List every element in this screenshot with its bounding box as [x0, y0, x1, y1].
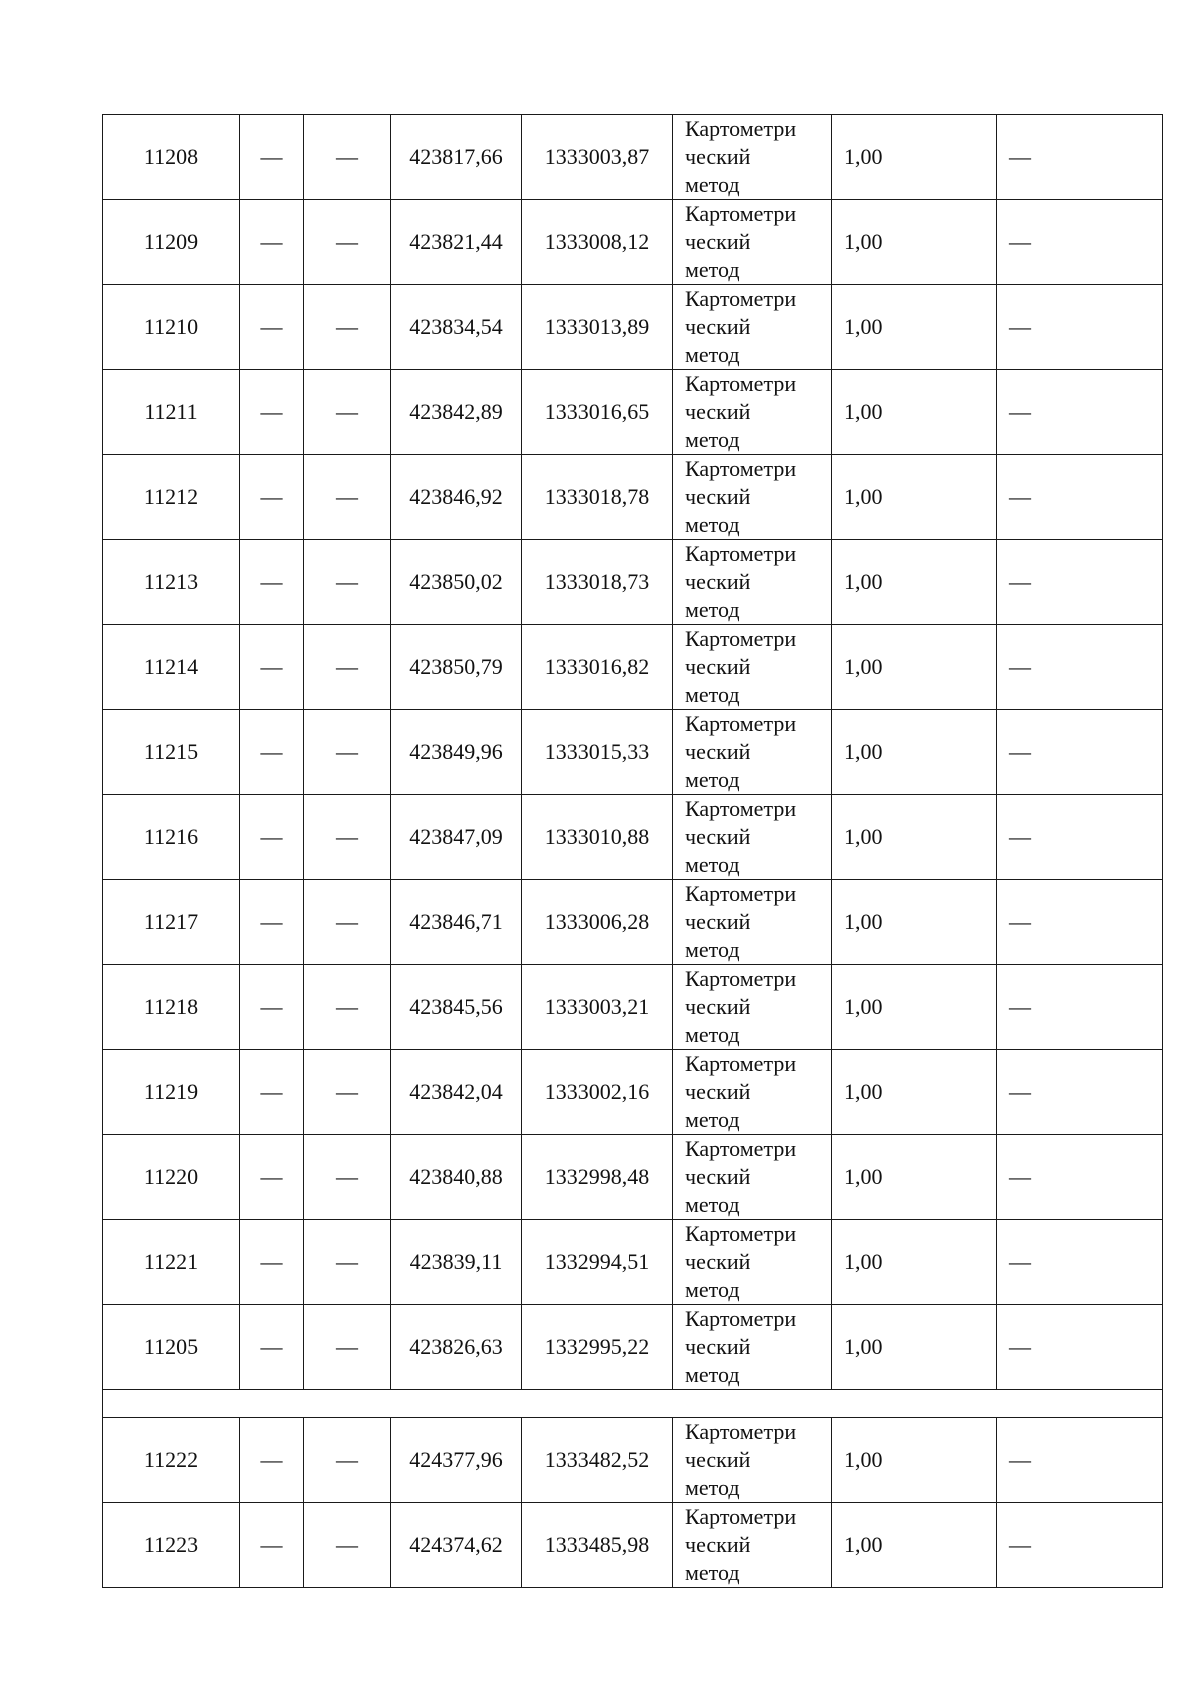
empty-dash-cell: —	[304, 1220, 391, 1305]
empty-dash-cell: —	[240, 1050, 304, 1135]
description-cell: —	[997, 880, 1163, 965]
method-cell	[673, 1305, 832, 1390]
method-line: Картометри	[685, 1504, 797, 1529]
point-number-cell: 11216	[103, 795, 240, 880]
coordinate-x-cell: 423834,54	[391, 285, 522, 370]
coordinate-x-cell: 423846,92	[391, 455, 522, 540]
separator-cell	[103, 1390, 1163, 1418]
coordinate-y-cell: 1333482,52	[522, 1418, 673, 1503]
method-line: метод	[685, 937, 740, 962]
empty-dash-cell: —	[240, 455, 304, 540]
empty-dash-cell: —	[304, 115, 391, 200]
empty-dash-cell: —	[240, 540, 304, 625]
empty-dash-cell: —	[240, 200, 304, 285]
method-line: ческий	[685, 1532, 751, 1557]
coordinate-x-cell: 423840,88	[391, 1135, 522, 1220]
method-cell	[673, 710, 832, 795]
coordinate-y-cell: 1332994,51	[522, 1220, 673, 1305]
method-line: ческий	[685, 1164, 751, 1189]
table-row	[103, 1135, 1163, 1220]
method-cell	[673, 1220, 832, 1305]
description-cell: —	[997, 965, 1163, 1050]
description-cell: —	[997, 540, 1163, 625]
coordinate-x-cell: 423846,71	[391, 880, 522, 965]
coordinate-x-cell: 423839,11	[391, 1220, 522, 1305]
method-line: ческий	[685, 909, 751, 934]
method-cell	[673, 115, 832, 200]
method-line: ческий	[685, 144, 751, 169]
method-line: метод	[685, 767, 740, 792]
method-line: Картометри	[685, 1419, 797, 1444]
accuracy-cell: 1,00	[832, 1050, 997, 1135]
accuracy-cell: 1,00	[832, 1503, 997, 1588]
empty-dash-cell: —	[240, 1418, 304, 1503]
method-line: ческий	[685, 314, 751, 339]
empty-dash-cell: —	[304, 285, 391, 370]
method-cell	[673, 1050, 832, 1135]
empty-dash-cell: —	[304, 880, 391, 965]
coordinate-y-cell: 1332998,48	[522, 1135, 673, 1220]
table-row	[103, 115, 1163, 200]
method-line: ческий	[685, 1447, 751, 1472]
point-number-cell: 11209	[103, 200, 240, 285]
empty-dash-cell: —	[304, 540, 391, 625]
method-line: Картометри	[685, 116, 797, 141]
method-line: Картометри	[685, 201, 797, 226]
empty-dash-cell: —	[304, 200, 391, 285]
accuracy-cell: 1,00	[832, 1305, 997, 1390]
table-row	[103, 370, 1163, 455]
coordinate-y-cell: 1333485,98	[522, 1503, 673, 1588]
coordinate-y-cell: 1333018,73	[522, 540, 673, 625]
description-cell: —	[997, 370, 1163, 455]
point-number-cell: 11211	[103, 370, 240, 455]
table-row	[103, 625, 1163, 710]
empty-dash-cell: —	[304, 1135, 391, 1220]
method-line: Картометри	[685, 371, 797, 396]
description-cell: —	[997, 200, 1163, 285]
method-line: метод	[685, 1277, 740, 1302]
empty-dash-cell: —	[304, 455, 391, 540]
point-number-cell: 11205	[103, 1305, 240, 1390]
method-line: Картометри	[685, 541, 797, 566]
accuracy-cell: 1,00	[832, 880, 997, 965]
coordinate-y-cell: 1333015,33	[522, 710, 673, 795]
coordinate-x-cell: 423821,44	[391, 200, 522, 285]
method-cell	[673, 200, 832, 285]
method-line: ческий	[685, 1249, 751, 1274]
table-row	[103, 795, 1163, 880]
method-line: Картометри	[685, 881, 797, 906]
accuracy-cell: 1,00	[832, 1418, 997, 1503]
method-cell	[673, 1418, 832, 1503]
empty-dash-cell: —	[240, 370, 304, 455]
point-number-cell: 11221	[103, 1220, 240, 1305]
point-number-cell: 11217	[103, 880, 240, 965]
table-row	[103, 1050, 1163, 1135]
method-line: метод	[685, 1560, 740, 1585]
method-cell	[673, 965, 832, 1050]
method-line: метод	[685, 852, 740, 877]
accuracy-cell: 1,00	[832, 370, 997, 455]
description-cell: —	[997, 455, 1163, 540]
description-cell: —	[997, 1220, 1163, 1305]
coordinate-y-cell: 1333006,28	[522, 880, 673, 965]
method-line: Картометри	[685, 966, 797, 991]
coordinate-x-cell: 424374,62	[391, 1503, 522, 1588]
method-line: метод	[685, 1022, 740, 1047]
method-cell	[673, 1135, 832, 1220]
empty-dash-cell: —	[240, 285, 304, 370]
table-row	[103, 965, 1163, 1050]
accuracy-cell: 1,00	[832, 455, 997, 540]
coordinate-y-cell: 1333013,89	[522, 285, 673, 370]
coordinate-y-cell: 1333003,21	[522, 965, 673, 1050]
description-cell: —	[997, 1050, 1163, 1135]
point-number-cell: 11223	[103, 1503, 240, 1588]
method-cell	[673, 625, 832, 710]
accuracy-cell: 1,00	[832, 285, 997, 370]
point-number-cell: 11208	[103, 115, 240, 200]
method-line: Картометри	[685, 1306, 797, 1331]
method-line: Картометри	[685, 1051, 797, 1076]
table-row	[103, 1220, 1163, 1305]
table-row	[103, 1418, 1163, 1503]
method-line: метод	[685, 1107, 740, 1132]
method-line: метод	[685, 1475, 740, 1500]
coordinate-x-cell: 423842,04	[391, 1050, 522, 1135]
empty-dash-cell: —	[304, 1503, 391, 1588]
point-number-cell: 11219	[103, 1050, 240, 1135]
description-cell: —	[997, 115, 1163, 200]
method-line: метод	[685, 172, 740, 197]
method-line: ческий	[685, 569, 751, 594]
accuracy-cell: 1,00	[832, 115, 997, 200]
coordinate-y-cell: 1333002,16	[522, 1050, 673, 1135]
accuracy-cell: 1,00	[832, 1220, 997, 1305]
accuracy-cell: 1,00	[832, 1135, 997, 1220]
empty-dash-cell: —	[304, 1305, 391, 1390]
method-line: метод	[685, 257, 740, 282]
method-line: ческий	[685, 824, 751, 849]
point-number-cell: 11215	[103, 710, 240, 795]
coordinate-x-cell: 423842,89	[391, 370, 522, 455]
empty-dash-cell: —	[304, 710, 391, 795]
method-cell	[673, 1503, 832, 1588]
point-number-cell: 11212	[103, 455, 240, 540]
method-line: ческий	[685, 484, 751, 509]
method-cell	[673, 285, 832, 370]
method-cell	[673, 455, 832, 540]
point-number-cell: 11222	[103, 1418, 240, 1503]
empty-dash-cell: —	[240, 1305, 304, 1390]
table-row	[103, 710, 1163, 795]
method-line: ческий	[685, 739, 751, 764]
method-line: метод	[685, 512, 740, 537]
method-line: ческий	[685, 994, 751, 1019]
coordinate-x-cell: 423850,79	[391, 625, 522, 710]
method-cell	[673, 370, 832, 455]
accuracy-cell: 1,00	[832, 200, 997, 285]
empty-dash-cell: —	[304, 795, 391, 880]
description-cell: —	[997, 1305, 1163, 1390]
empty-dash-cell: —	[240, 115, 304, 200]
coordinate-y-cell: 1333016,82	[522, 625, 673, 710]
empty-dash-cell: —	[304, 625, 391, 710]
accuracy-cell: 1,00	[832, 795, 997, 880]
table-row	[103, 455, 1163, 540]
coordinate-x-cell: 423826,63	[391, 1305, 522, 1390]
coordinate-x-cell: 423847,09	[391, 795, 522, 880]
empty-dash-cell: —	[304, 965, 391, 1050]
empty-dash-cell: —	[240, 1220, 304, 1305]
table-row	[103, 1305, 1163, 1390]
method-line: Картометри	[685, 1136, 797, 1161]
description-cell: —	[997, 1503, 1163, 1588]
method-line: Картометри	[685, 711, 797, 736]
method-line: Картометри	[685, 456, 797, 481]
coordinate-y-cell: 1333010,88	[522, 795, 673, 880]
empty-dash-cell: —	[304, 1418, 391, 1503]
point-number-cell: 11213	[103, 540, 240, 625]
table-row	[103, 200, 1163, 285]
method-line: Картометри	[685, 286, 797, 311]
table-row	[103, 540, 1163, 625]
method-line: Картометри	[685, 626, 797, 651]
coordinate-x-cell: 423845,56	[391, 965, 522, 1050]
empty-dash-cell: —	[240, 1503, 304, 1588]
point-number-cell: 11214	[103, 625, 240, 710]
separator-row	[103, 1390, 1163, 1418]
accuracy-cell: 1,00	[832, 965, 997, 1050]
point-number-cell: 11210	[103, 285, 240, 370]
coordinate-y-cell: 1332995,22	[522, 1305, 673, 1390]
description-cell: —	[997, 1135, 1163, 1220]
accuracy-cell: 1,00	[832, 540, 997, 625]
coordinates-table	[102, 114, 1163, 1588]
empty-dash-cell: —	[304, 370, 391, 455]
accuracy-cell: 1,00	[832, 625, 997, 710]
description-cell: —	[997, 285, 1163, 370]
method-line: ческий	[685, 399, 751, 424]
description-cell: —	[997, 625, 1163, 710]
empty-dash-cell: —	[240, 965, 304, 1050]
description-cell: —	[997, 795, 1163, 880]
empty-dash-cell: —	[240, 1135, 304, 1220]
coordinate-y-cell: 1333008,12	[522, 200, 673, 285]
method-line: Картометри	[685, 796, 797, 821]
empty-dash-cell: —	[240, 880, 304, 965]
empty-dash-cell: —	[240, 625, 304, 710]
description-cell: —	[997, 710, 1163, 795]
method-line: ческий	[685, 229, 751, 254]
table-body	[103, 115, 1163, 1588]
point-number-cell: 11220	[103, 1135, 240, 1220]
method-line: метод	[685, 1192, 740, 1217]
coordinate-y-cell: 1333016,65	[522, 370, 673, 455]
coordinate-y-cell: 1333018,78	[522, 455, 673, 540]
coordinate-x-cell: 423817,66	[391, 115, 522, 200]
method-line: метод	[685, 427, 740, 452]
accuracy-cell: 1,00	[832, 710, 997, 795]
coordinate-x-cell: 423849,96	[391, 710, 522, 795]
empty-dash-cell: —	[240, 710, 304, 795]
coordinate-y-cell: 1333003,87	[522, 115, 673, 200]
table-row	[103, 1503, 1163, 1588]
empty-dash-cell: —	[304, 1050, 391, 1135]
coordinate-x-cell: 424377,96	[391, 1418, 522, 1503]
point-number-cell: 11218	[103, 965, 240, 1050]
method-line: метод	[685, 682, 740, 707]
method-cell	[673, 540, 832, 625]
table-row	[103, 285, 1163, 370]
method-line: ческий	[685, 1079, 751, 1104]
method-cell	[673, 880, 832, 965]
method-line: метод	[685, 1362, 740, 1387]
description-cell: —	[997, 1418, 1163, 1503]
method-line: ческий	[685, 654, 751, 679]
method-line: ческий	[685, 1334, 751, 1359]
table-row	[103, 880, 1163, 965]
method-line: Картометри	[685, 1221, 797, 1246]
method-line: метод	[685, 597, 740, 622]
empty-dash-cell: —	[240, 795, 304, 880]
method-line: метод	[685, 342, 740, 367]
coordinate-x-cell: 423850,02	[391, 540, 522, 625]
method-cell	[673, 795, 832, 880]
